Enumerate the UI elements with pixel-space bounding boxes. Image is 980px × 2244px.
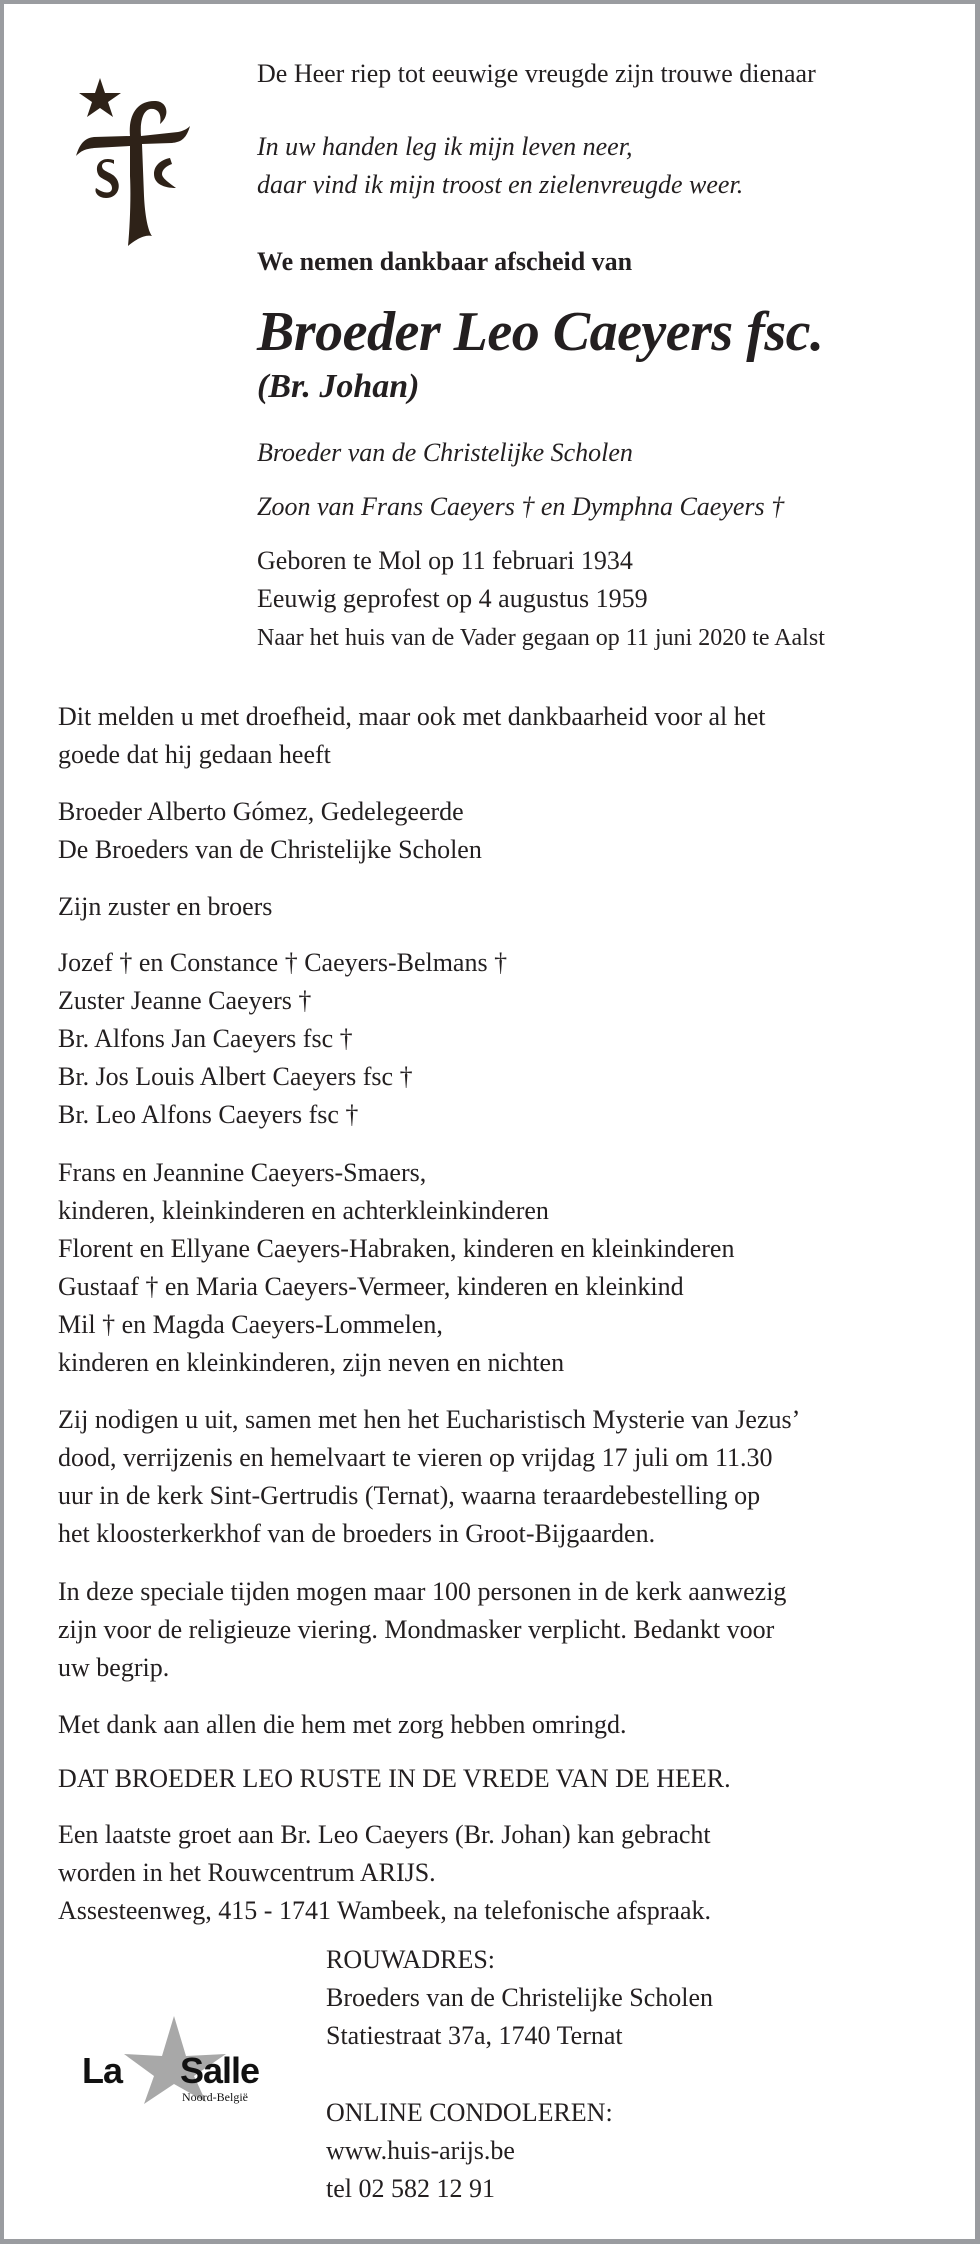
invitation-line: Zij nodigen u uit, samen met hen het Eucharistisch Mysterie van Jezus’ (58, 1405, 801, 1434)
deceased-role: Broeder van de Christelijke Scholen (257, 438, 633, 467)
fsc-cross-star-icon (72, 76, 190, 246)
covid-notice-line: In deze speciale tijden mogen maar 100 personen in de kerk aanwezig (58, 1577, 787, 1606)
family-line: kinderen, kleinkinderen en achterkleinkinderen (58, 1196, 549, 1225)
deceased-name: Broeder Leo Caeyers fsc. (257, 301, 824, 363)
sibling-line: Br. Jos Louis Albert Caeyers fsc † (58, 1062, 413, 1091)
covid-notice-line: zijn voor de religieuze viering. Mondmasker verplicht. Bedankt voor (58, 1615, 775, 1644)
family-line: Florent en Ellyane Caeyers-Habraken, kinderen en kleinkinderen (58, 1234, 735, 1263)
last-greeting-line: worden in het Rouwcentrum ARIJS. (58, 1858, 436, 1887)
online-condolence-label: ONLINE CONDOLEREN: (326, 2098, 613, 2127)
family-line: Gustaaf † en Maria Caeyers-Vermeer, kinderen en kleinkind (58, 1272, 684, 1301)
lasalle-la: La (82, 2050, 123, 2091)
birth-date: Geboren te Mol op 11 februari 1934 (257, 546, 633, 575)
invitation-line: dood, verrijzenis en hemelvaart te vieren op vrijdag 17 juli om 11.30 (58, 1443, 773, 1472)
verse-line-1: In uw handen leg ik mijn leven neer, (257, 132, 633, 161)
mourning-address-label: ROUWADRES: (326, 1945, 496, 1974)
sibling-line: Zuster Jeanne Caeyers † (58, 986, 312, 1015)
covid-notice-line: uw begrip. (58, 1653, 170, 1682)
deceased-alias: (Br. Johan) (257, 368, 420, 405)
rest-in-peace-line: DAT BROEDER LEO RUSTE IN DE VREDE VAN DE HEER. (58, 1764, 731, 1793)
family-line: Frans en Jeannine Caeyers-Smaers, (58, 1158, 427, 1187)
phone-number: tel 02 582 12 91 (326, 2174, 495, 2203)
invitation-line: uur in de kerk Sint-Gertrudis (Ternat), waarna teraardebestelling op (58, 1481, 761, 1510)
family-line: Mil † en Magda Caeyers-Lommelen, (58, 1310, 443, 1339)
lasalle-region: Noord-België (182, 2090, 248, 2104)
sibling-line: Br. Alfons Jan Caeyers fsc † (58, 1024, 353, 1053)
deceased-parents: Zoon van Frans Caeyers † en Dymphna Caeyers † (257, 492, 785, 521)
opening-line: De Heer riep tot eeuwige vreugde zijn trouwe dienaar (257, 59, 816, 88)
mourning-address-line: Statiestraat 37a, 1740 Ternat (326, 2021, 623, 2050)
invitation-line: het kloosterkerkhof van de broeders in Groot-Bijgaarden. (58, 1519, 656, 1548)
mourning-address-line: Broeders van de Christelijke Scholen (326, 1983, 714, 2012)
family-line: kinderen en kleinkinderen, zijn neven en nichten (58, 1348, 565, 1377)
thanks-line: Met dank aan allen die hem met zorg hebben omringd. (58, 1710, 627, 1739)
sibling-line: Br. Leo Alfons Caeyers fsc † (58, 1100, 359, 1129)
death-date: Naar het huis van de Vader gegaan op 11 juni 2020 te Aalst (257, 625, 825, 651)
sibling-line: Jozef † en Constance † Caeyers-Belmans † (58, 948, 508, 977)
signatory-1: Broeder Alberto Gómez, Gedelegeerde (58, 797, 464, 826)
last-greeting-line: Een laatste groet aan Br. Leo Caeyers (Br. Johan) kan gebracht (58, 1820, 711, 1849)
lasalle-logo (74, 2014, 274, 2104)
announcement-line-2: goede dat hij gedaan heeft (58, 740, 331, 769)
obituary-page (4, 4, 975, 2239)
lasalle-salle: Salle (180, 2050, 260, 2091)
intro-line: We nemen dankbaar afscheid van (257, 247, 633, 276)
last-greeting-line: Assesteenweg, 415 - 1741 Wambeek, na telefonische afspraak. (58, 1896, 711, 1925)
signatory-2: De Broeders van de Christelijke Scholen (58, 835, 482, 864)
profession-date: Eeuwig geprofest op 4 augustus 1959 (257, 584, 648, 613)
website-link[interactable]: www.huis-arijs.be (326, 2136, 515, 2165)
siblings-heading: Zijn zuster en broers (58, 892, 273, 921)
announcement-line-1: Dit melden u met droefheid, maar ook met dankbaarheid voor al het (58, 702, 766, 731)
verse-line-2: daar vind ik mijn troost en zielenvreugde weer. (257, 170, 744, 199)
